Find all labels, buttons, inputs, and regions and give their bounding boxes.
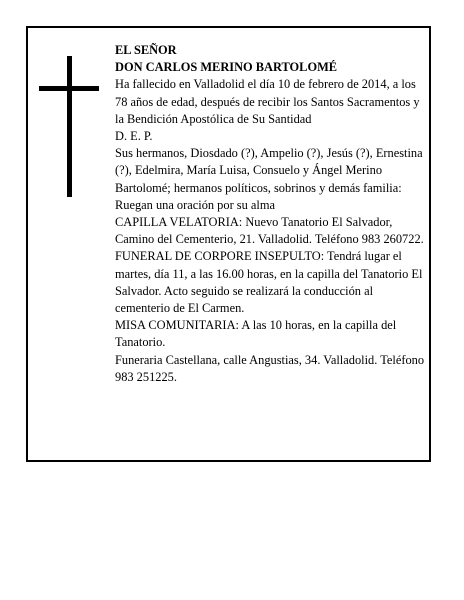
funeral-details: FUNERAL DE CORPORE INSEPULTO: Tendrá lugar el martes, día 11, a las 16.00 horas, en la capilla del Tanatorio El Salvador. Acto seguido se realizará la conducción al cementerio de El Carmen.: [115, 249, 423, 316]
notice-text: [115, 42, 427, 386]
cross-horizontal-bar: [39, 86, 99, 91]
death-announcement: Ha fallecido en Valladolid el día 10 de febrero de 2014, a los 78 años de edad, después de recibir los Santos Sacramentos y la Bendición Apostólica de Su Santidad: [115, 77, 420, 126]
cross-vertical-bar: [67, 56, 72, 197]
obituary-notice: [26, 26, 431, 462]
family-list: Sus hermanos, Diosdado (?), Ampelio (?), Jesús (?), Ernestina (?), Edelmira, María Luisa, Consuelo y Ángel Merino Bartolomé; hermanos políticos, sobrinos y demás familia:: [115, 146, 423, 195]
notice-heading: EL SEÑOR: [115, 43, 177, 57]
prayer-request: Ruegan una oración por su alma: [115, 197, 275, 212]
rest-in-peace: D. E. P.: [115, 129, 153, 144]
deceased-name: DON CARLOS MERINO BARTOLOMÉ: [115, 60, 338, 75]
wake-details: CAPILLA VELATORIA: Nuevo Tanatorio El Salvador, Camino del Cementerio, 21. Valladolid. Teléfono 983 260722.: [115, 215, 424, 247]
funeral-home-details: Funeraria Castellana, calle Angustias, 34. Valladolid. Teléfono 983 251225.: [115, 352, 425, 384]
mass-details: MISA COMUNITARIA: A las 10 horas, en la capilla del Tanatorio.: [115, 318, 397, 350]
